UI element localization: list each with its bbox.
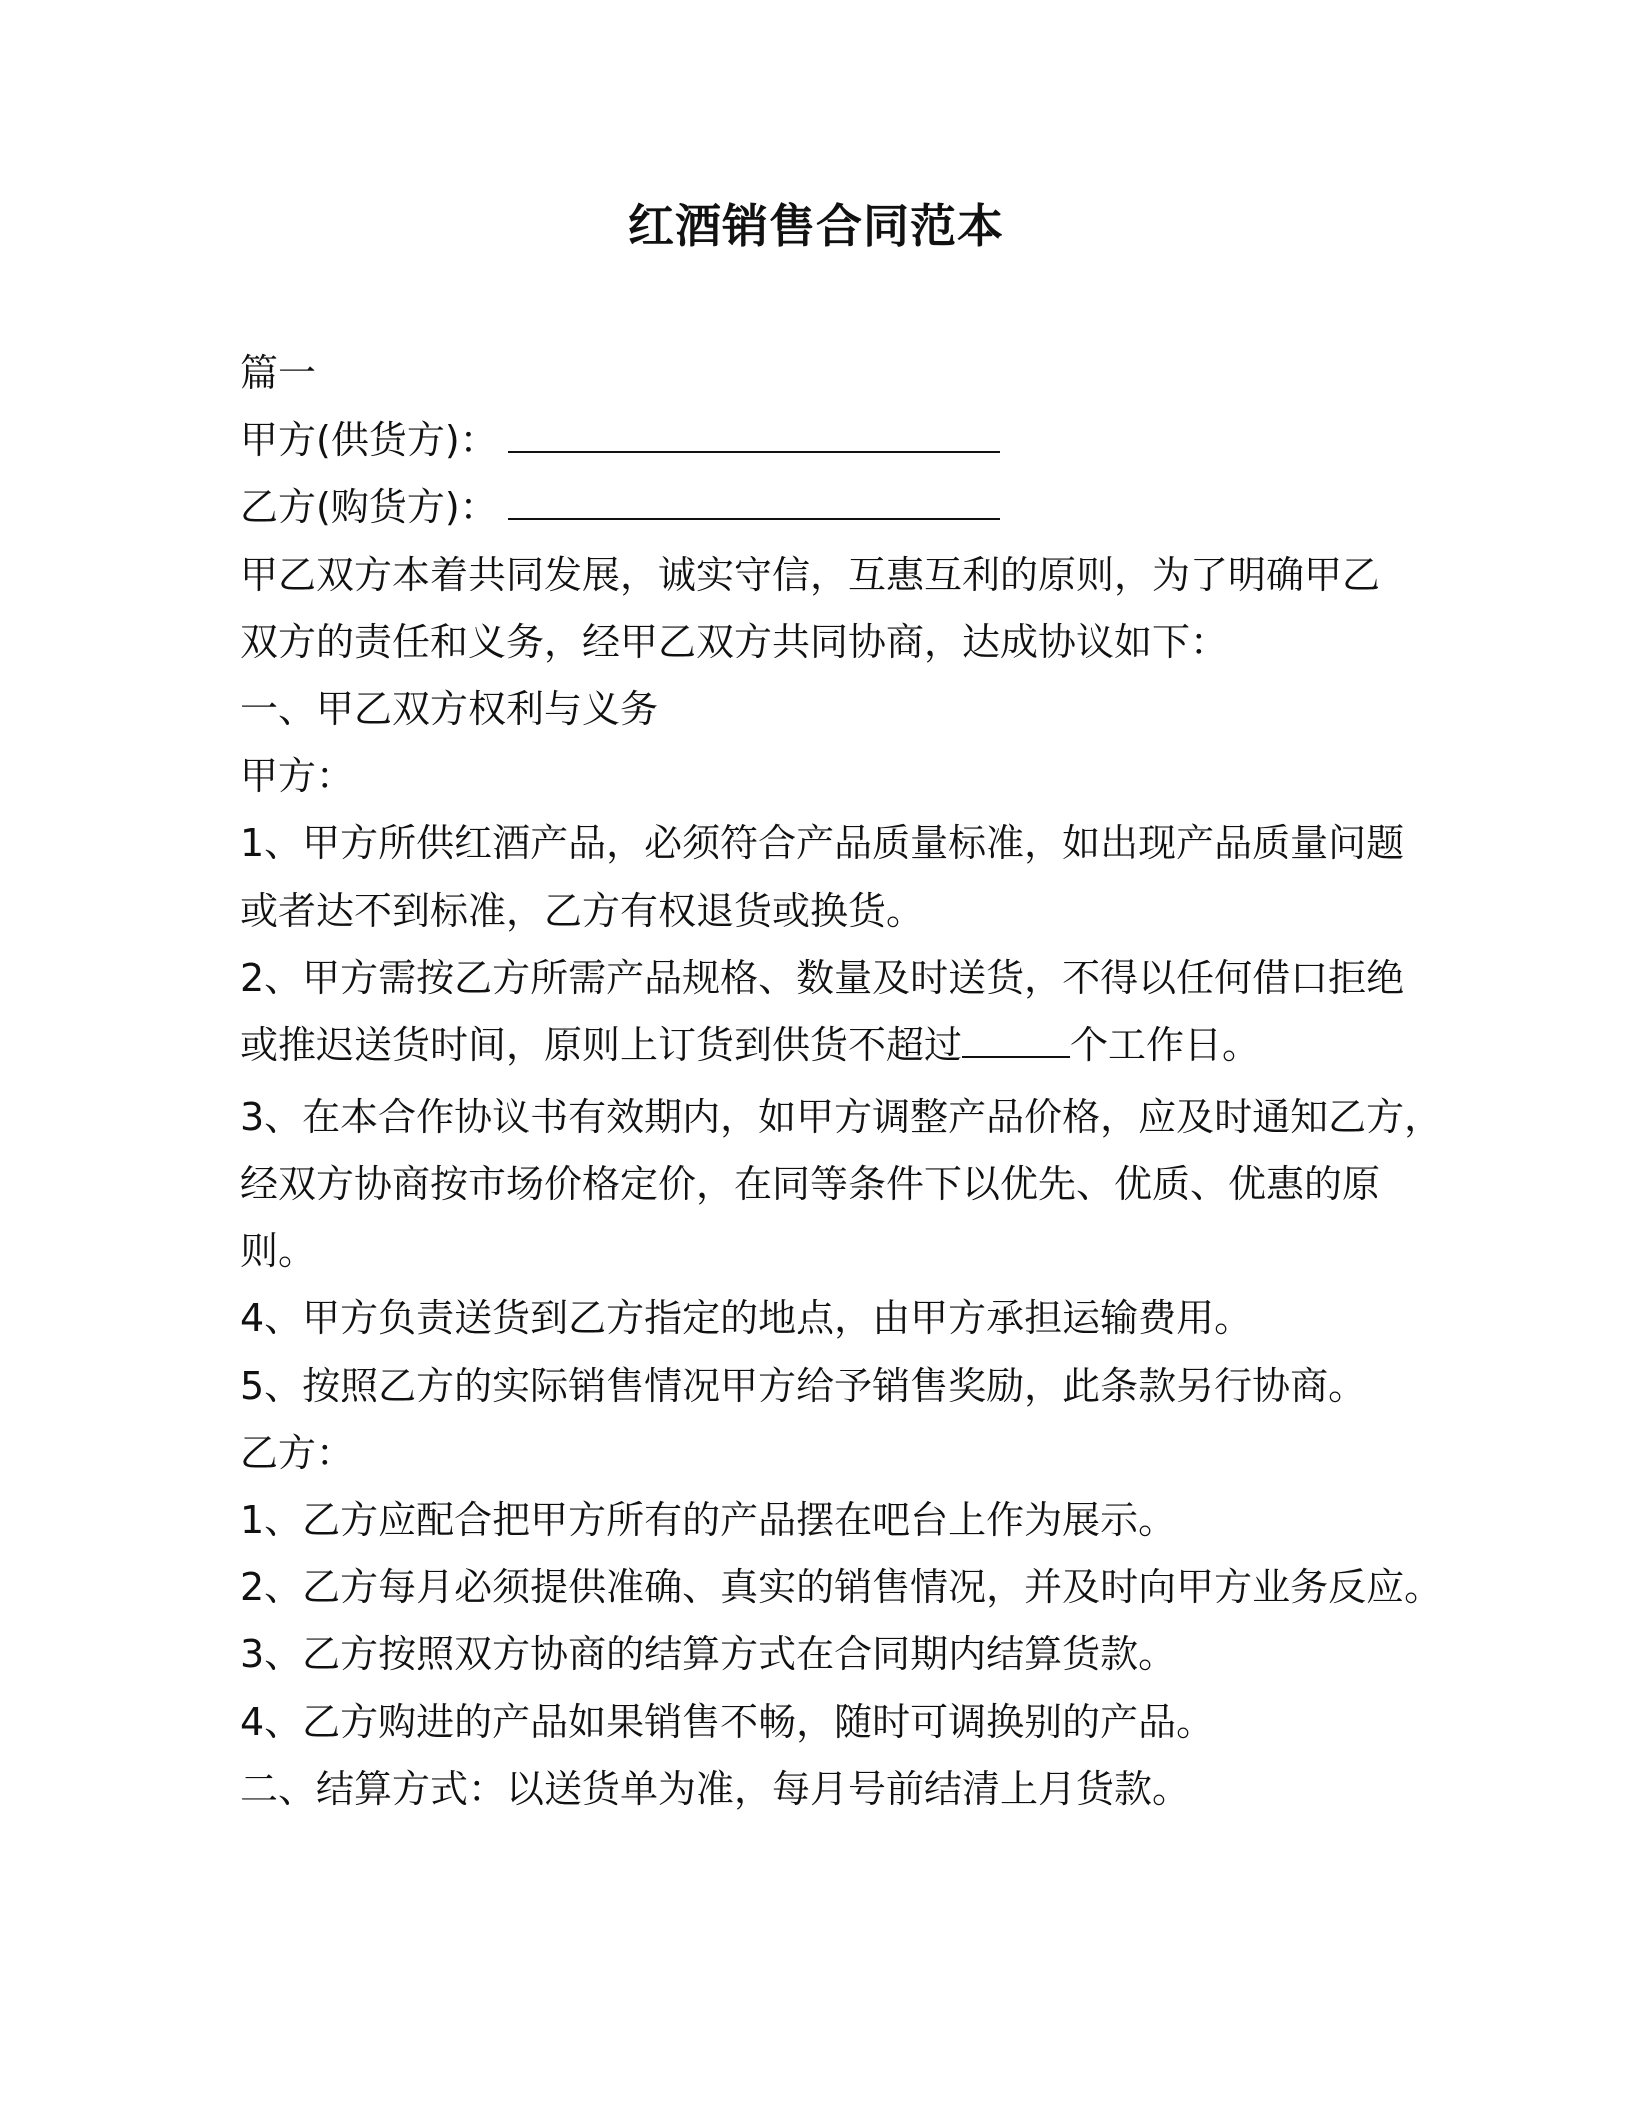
- clause-b4: 4、乙方购进的产品如果销售不畅，随时可调换别的产品。: [240, 1699, 1215, 1744]
- clause-a3-line-1: 3、在本合作协议书有效期内，如甲方调整产品价格，应及时通知乙方，: [240, 1094, 1443, 1139]
- clause-a2-line-2: [240, 1012, 1410, 1084]
- document-title: 红酒销售合同范本: [628, 199, 1004, 253]
- clause-a1-line-1: 1、甲方所供红酒产品，必须符合产品质量标准，如出现产品质量问题: [240, 821, 1405, 866]
- clause-a2-text-pre: 或推迟送货时间，原则上订货到供货不超过: [240, 1022, 963, 1067]
- clause-b2: 2、乙方每月必须提供准确、真实的销售情况，并及时向甲方业务反应。: [240, 1565, 1443, 1610]
- clause-a5: 5、按照乙方的实际销售情况甲方给予销售奖励，此条款另行协商。: [240, 1363, 1367, 1408]
- party-b-label: 乙方(购货方)：: [240, 485, 498, 530]
- party-b-blank: [508, 488, 1000, 520]
- party-a-blank: [508, 421, 1000, 453]
- clause-a4: 4、甲方负责送货到乙方指定的地点，由甲方承担运输费用。: [240, 1296, 1253, 1341]
- clause-a3-line-3: 则。: [240, 1229, 317, 1274]
- heading-settlement: 二、结算方式：以送货单为准，每月号前结清上月货款。: [240, 1766, 1191, 1811]
- clause-a3-line-2: 经双方协商按市场价格定价，在同等条件下以优先、优质、优惠的原: [240, 1162, 1381, 1207]
- clause-b3: 3、乙方按照双方协商的结算方式在合同期内结算货款。: [240, 1632, 1177, 1677]
- intro-line-1: 甲乙双方本着共同发展，诚实守信，互惠互利的原则，为了明确甲乙: [240, 552, 1381, 597]
- party-a-label: 甲方(供货方)：: [240, 418, 498, 463]
- party-b-heading: 乙方：: [240, 1430, 355, 1475]
- party-a-line: [240, 407, 1410, 474]
- party-a-heading: 甲方：: [240, 754, 355, 799]
- heading-rights-obligations: 一、甲乙双方权利与义务: [240, 686, 659, 731]
- clause-a2-line-1: 2、甲方需按乙方所需产品规格、数量及时送货，不得以任何借口拒绝: [240, 955, 1405, 1000]
- party-b-line: [240, 474, 1410, 541]
- clause-a2-text-post: 个工作日。: [1070, 1022, 1261, 1067]
- clause-a1-line-2: 或者达不到标准，乙方有权退货或换货。: [240, 888, 925, 933]
- document-body: [240, 340, 1443, 1823]
- intro-line-2: 双方的责任和义务，经甲乙双方共同协商，达成协议如下：: [240, 619, 1229, 664]
- section-label: 篇一: [240, 351, 317, 395]
- workdays-blank: [962, 1026, 1070, 1058]
- clause-b1: 1、乙方应配合把甲方所有的产品摆在吧台上作为展示。: [240, 1498, 1177, 1542]
